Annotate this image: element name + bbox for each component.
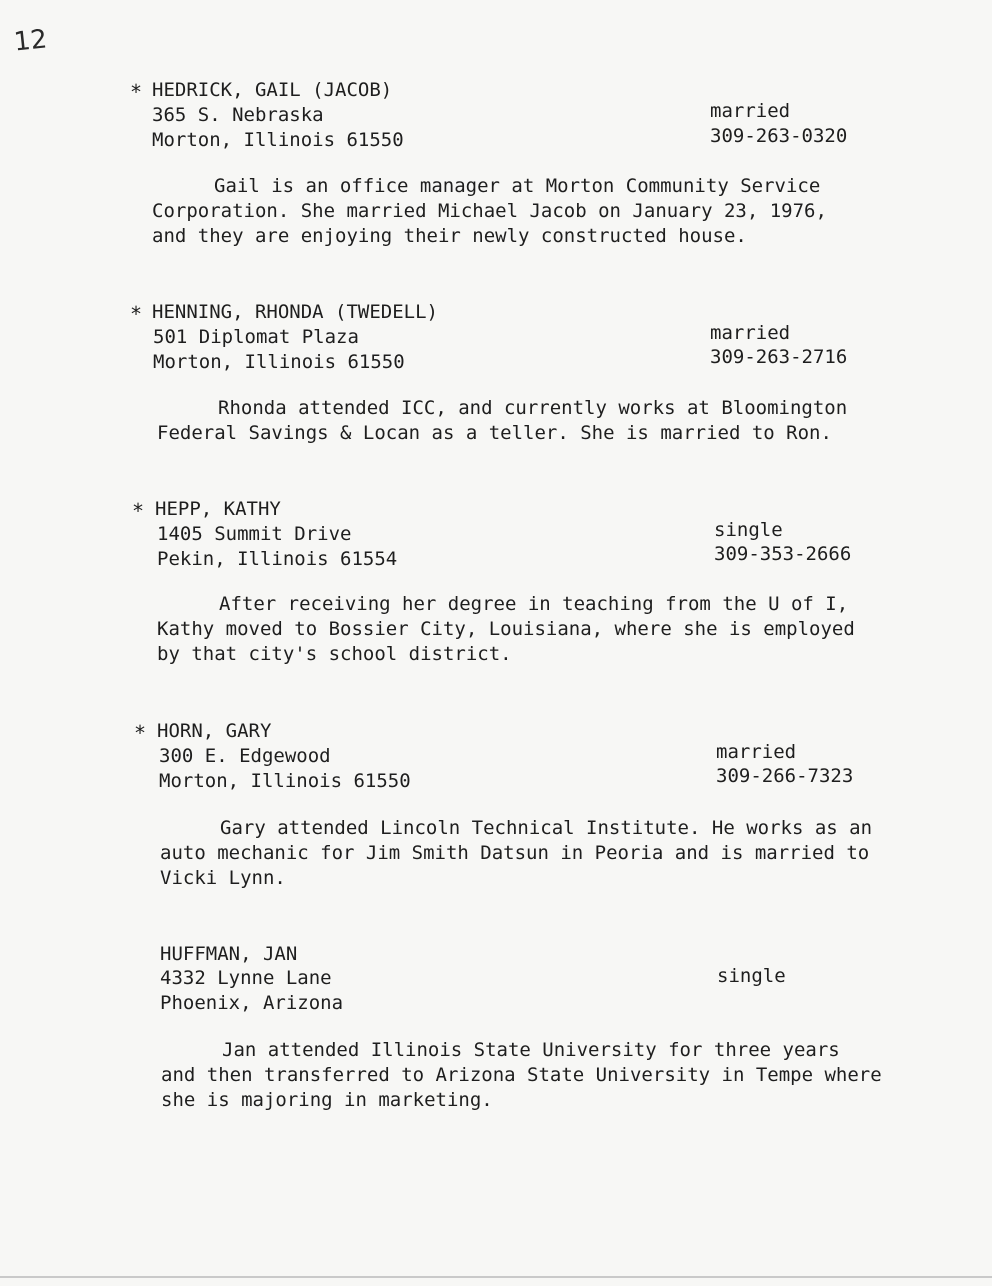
entry-name: HENNING, RHONDA (TWEDELL) bbox=[152, 301, 438, 323]
entry-status: single bbox=[717, 965, 786, 987]
entry-status: married bbox=[716, 741, 797, 763]
entry-phone: 309-266-7323 bbox=[716, 765, 854, 787]
star-marker: * bbox=[134, 721, 147, 745]
entry-address: 4332 Lynne Lane bbox=[160, 967, 332, 989]
bio-line: Jan attended Illinois State University for three years bbox=[222, 1039, 840, 1061]
entry-phone: 309-263-2716 bbox=[710, 346, 848, 368]
entry-bio bbox=[157, 396, 847, 446]
entry-city: Phoenix, Arizona bbox=[160, 992, 344, 1014]
entry-name: HEDRICK, GAIL (JACOB) bbox=[152, 79, 393, 101]
star-marker: * bbox=[130, 80, 143, 104]
entry-city: Morton, Illinois 61550 bbox=[153, 351, 405, 373]
bio-line: Rhonda attended ICC, and currently works at Bloomington bbox=[218, 397, 848, 419]
entry-city: Pekin, Illinois 61554 bbox=[157, 548, 398, 570]
entry-bio bbox=[157, 592, 855, 667]
bio-line: and they are enjoying their newly constructed house. bbox=[152, 225, 747, 247]
entry-status: married bbox=[710, 322, 791, 344]
entry-bio bbox=[152, 174, 827, 249]
star-marker: * bbox=[130, 302, 143, 326]
entry-address: 300 E. Edgewood bbox=[159, 745, 331, 767]
bio-line: auto mechanic for Jim Smith Datsun in Peoria and is married to bbox=[160, 842, 870, 864]
entry-address: 365 S. Nebraska bbox=[152, 104, 324, 126]
bio-line: Gail is an office manager at Morton Community Service bbox=[214, 175, 821, 197]
star-marker: * bbox=[132, 499, 145, 523]
bio-line: Kathy moved to Bossier City, Louisiana, where she is employed bbox=[157, 618, 855, 640]
page-number: 12 bbox=[12, 24, 49, 58]
entry-name: HORN, GARY bbox=[157, 720, 272, 742]
entry-name: HUFFMAN, JAN bbox=[160, 943, 298, 965]
entry-bio bbox=[160, 816, 872, 891]
bio-line: After receiving her degree in teaching from the U of I, bbox=[219, 593, 849, 615]
bio-line: Gary attended Lincoln Technical Institute. He works as an bbox=[220, 817, 873, 839]
bio-line: Corporation. She married Michael Jacob on January 23, 1976, bbox=[152, 200, 827, 222]
bio-line: and then transferred to Arizona State University in Tempe where bbox=[161, 1064, 882, 1086]
entry-bio bbox=[161, 1038, 882, 1113]
entry-phone: 309-263-0320 bbox=[710, 125, 848, 147]
page-bottom-edge bbox=[0, 1276, 992, 1278]
entry-address: 1405 Summit Drive bbox=[157, 523, 352, 545]
entry-address: 501 Diplomat Plaza bbox=[153, 326, 359, 348]
entry-status: single bbox=[714, 519, 783, 541]
entry-name: HEPP, KATHY bbox=[155, 498, 281, 520]
bio-line: by that city's school district. bbox=[157, 643, 512, 665]
entry-phone: 309-353-2666 bbox=[714, 543, 852, 565]
entry-city: Morton, Illinois 61550 bbox=[152, 129, 404, 151]
bio-line: Vicki Lynn. bbox=[160, 867, 286, 889]
entry-status: married bbox=[710, 100, 791, 122]
bio-line: Federal Savings & Locan as a teller. She is married to Ron. bbox=[157, 422, 832, 444]
entry-city: Morton, Illinois 61550 bbox=[159, 770, 411, 792]
bio-line: she is majoring in marketing. bbox=[161, 1089, 493, 1111]
